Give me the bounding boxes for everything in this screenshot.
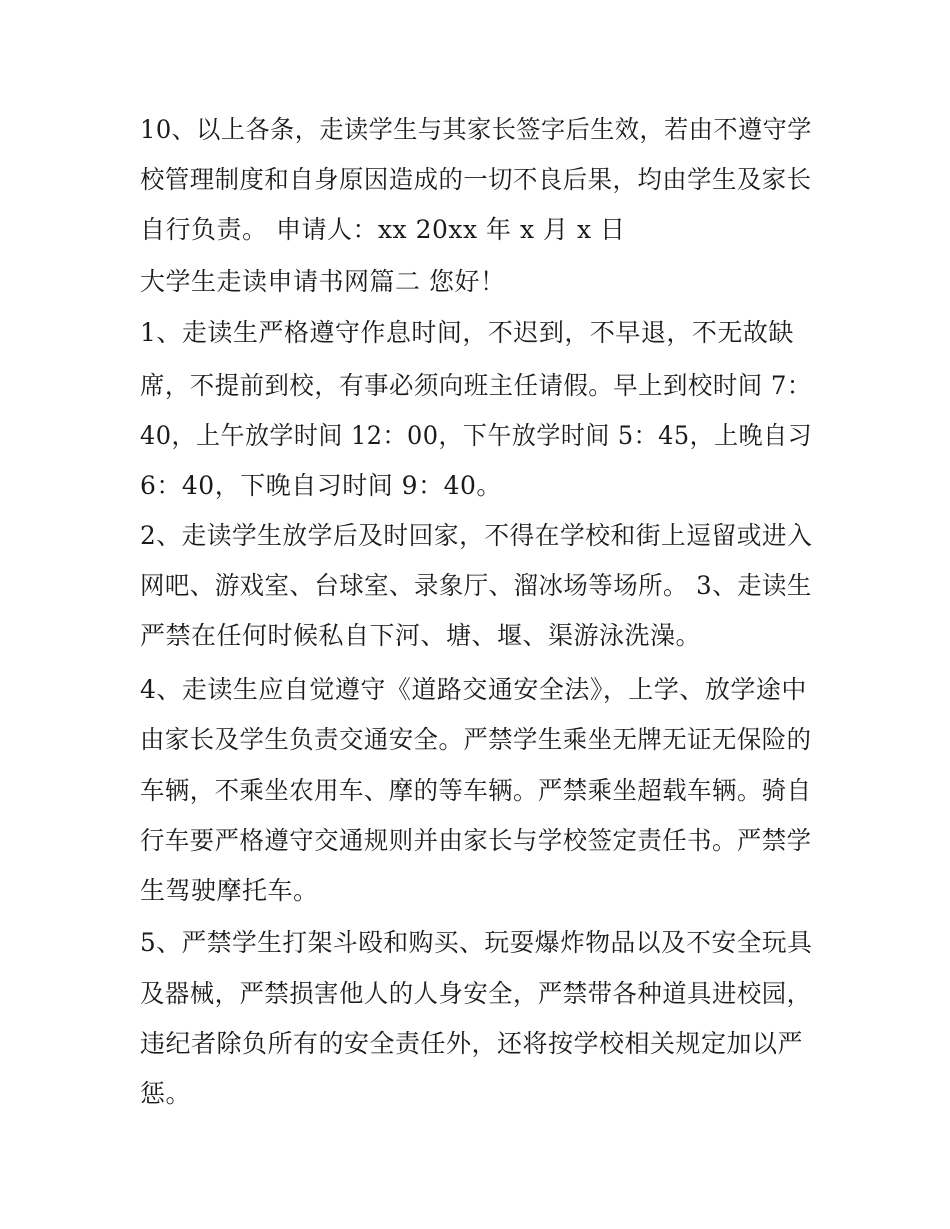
- text-line: 4、走读生应自觉遵守《道路交通安全法》，上学、放学途中: [140, 675, 807, 704]
- text-line: 1、走读生严格遵守作息时间，不迟到，不早退，不无故缺: [140, 318, 794, 347]
- text-line: 自行负责。 申请人：xx 20xx 年 x 月 x 日: [140, 215, 626, 244]
- text-line: 席，不提前到校，有事必须向班主任请假。早上到校时间 7：: [140, 371, 812, 400]
- text-line: 车辆，不乘坐农用车、摩的等车辆。严禁乘坐超载车辆。骑自: [140, 776, 812, 805]
- text-line: 惩。: [140, 1079, 192, 1108]
- text-line: 5、严禁学生打架斗殴和购买、玩耍爆炸物品以及不安全玩具: [140, 928, 813, 957]
- text-line: 违纪者除负所有的安全责任外，还将按学校相关规定加以严: [140, 1029, 804, 1058]
- section-heading: 大学生走读申请书网篇二 您好！: [140, 267, 506, 296]
- text-line: 10、以上各条，走读学生与其家长签字后生效，若由不遵守学: [140, 115, 812, 144]
- text-line: 生驾驶摩托车。: [140, 876, 319, 905]
- text-line: 40，上午放学时间 12：00，下午放学时间 5：45，上晚自习: [140, 421, 813, 450]
- text-line: 网吧、游戏室、台球室、录象厅、溜冰场等场所。 3、走读生: [140, 571, 812, 600]
- text-line: 6：40，下晚自习时间 9：40。: [140, 471, 502, 500]
- text-line: 2、走读学生放学后及时回家，不得在学校和街上逗留或进入: [140, 521, 813, 550]
- text-line: 校管理制度和自身原因造成的一切不良后果，均由学生及家长: [140, 165, 812, 194]
- text-line: 行车要严格遵守交通规则并由家长与学校签定责任书。严禁学: [140, 826, 812, 855]
- text-line: 及器械，严禁损害他人的人身安全，严禁带各种道具进校园，: [140, 979, 812, 1008]
- text-line: 由家长及学生负责交通安全。严禁学生乘坐无牌无证无保险的: [140, 725, 812, 754]
- text-line: 严禁在任何时候私自下河、塘、堰、渠游泳洗澡。: [140, 621, 702, 650]
